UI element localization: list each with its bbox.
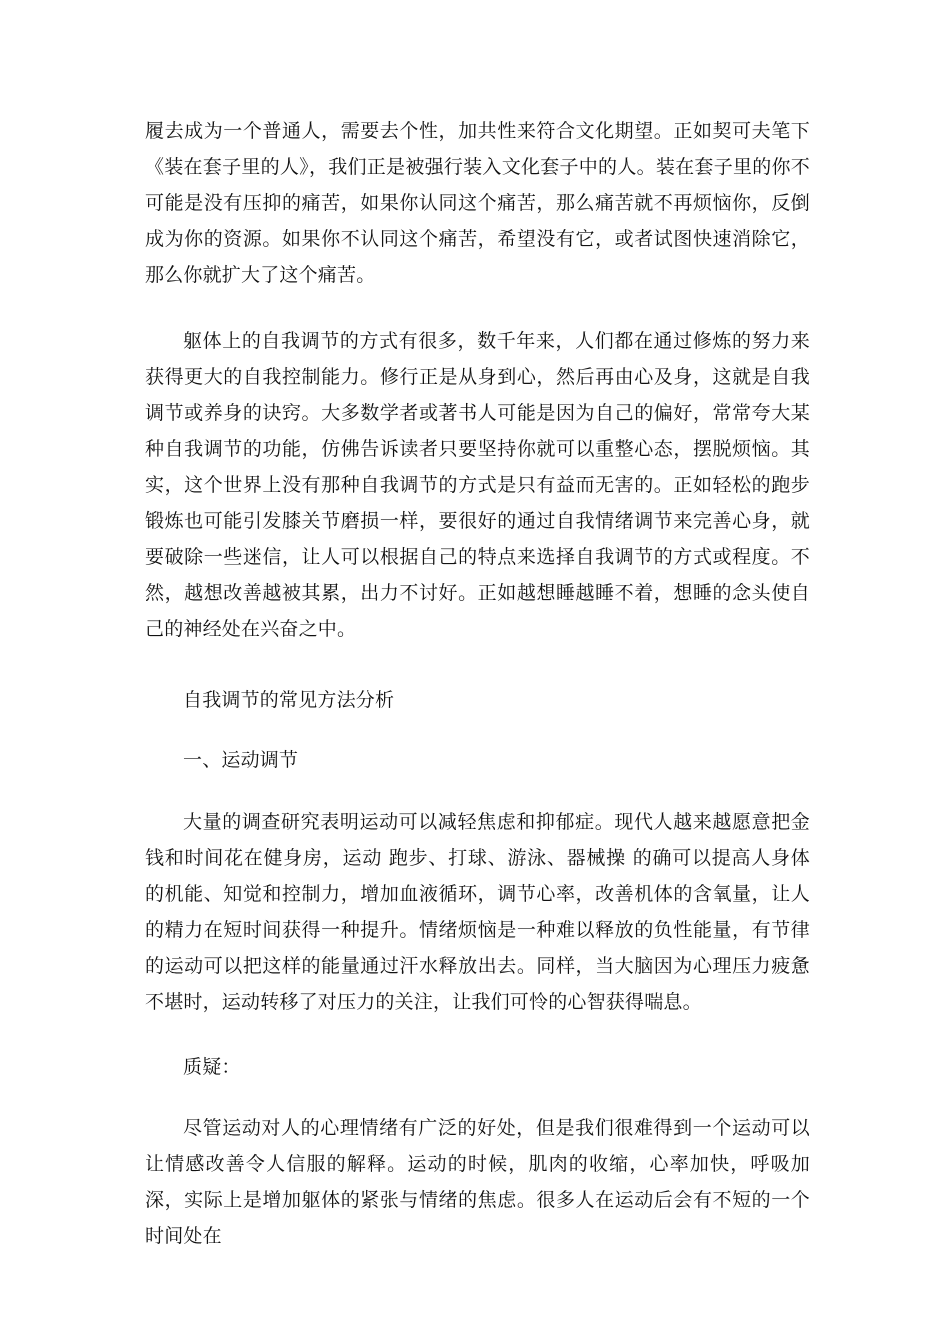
body-paragraph: 大量的调查研究表明运动可以减轻焦虑和抑郁症。现代人越来越愿意把金钱和时间花在健身房，运动 跑步、打球、游泳、器械操 的确可以提高人身体的机能、知觉和控制力，增加血液循环，调节心率，改善机体的含氧量，让人的精力在短时间获得一种提升。情绪烦恼是一种难以释放的负性能量，有节律的运动可以把这样的能量通过汗水释放出去。同样，当大脑因为心理压力疲惫不堪时，运动转移了对压力的关注，让我们可怜的心智获得喘息。 [145, 811, 810, 1013]
section-heading: 自我调节的常见方法分析 [183, 689, 395, 711]
body-paragraph: 躯体上的自我调节的方式有很多，数千年来，人们都在通过修炼的努力来获得更大的自我控制能力。修行正是从身到心，然后再由心及身，这就是自我调节或养身的诀窍。大多数学者或著书人可能是因为自己的偏好，常常夸大某种自我调节的功能，仿佛告诉读者只要坚持你就可以重整心态，摆脱烦恼。其实，这个世界上没有那种自我调节的方式是只有益而无害的。正如轻松的跑步锻炼也可能引发膝关节磨损一样，要很好的通过自我情绪调节来完善心身，就要破除一些迷信，让人可以根据自己的特点来选择自我调节的方式或程度。不然，越想改善越被其累，出力不讨好。正如越想睡越睡不着，想睡的念头使自己的神经处在兴奋之中。 [145, 330, 810, 640]
body-paragraph: 履去成为一个普通人，需要去个性，加共性来符合文化期望。正如契可夫笔下《装在套子里的人》，我们正是被强行装入文化套子中的人。装在套子里的你不可能是没有压抑的痛苦，如果你认同这个痛苦，那么痛苦就不再烦恼你，反倒成为你的资源。如果你不认同这个痛苦，希望没有它，或者试图快速消除它，那么你就扩大了这个痛苦。 [145, 120, 810, 286]
body-paragraph: 尽管运动对人的心理情绪有广泛的好处，但是我们很难得到一个运动可以让情感改善令人信服的解释。运动的时候，肌肉的收缩，心率加快，呼吸加深，实际上是增加躯体的紧张与情绪的焦虑。很多人在运动后会有不短的一个时间处在 [145, 1117, 810, 1247]
subsection-heading: 一、运动调节 [183, 749, 299, 771]
subsection-heading: 质疑： [183, 1056, 241, 1078]
